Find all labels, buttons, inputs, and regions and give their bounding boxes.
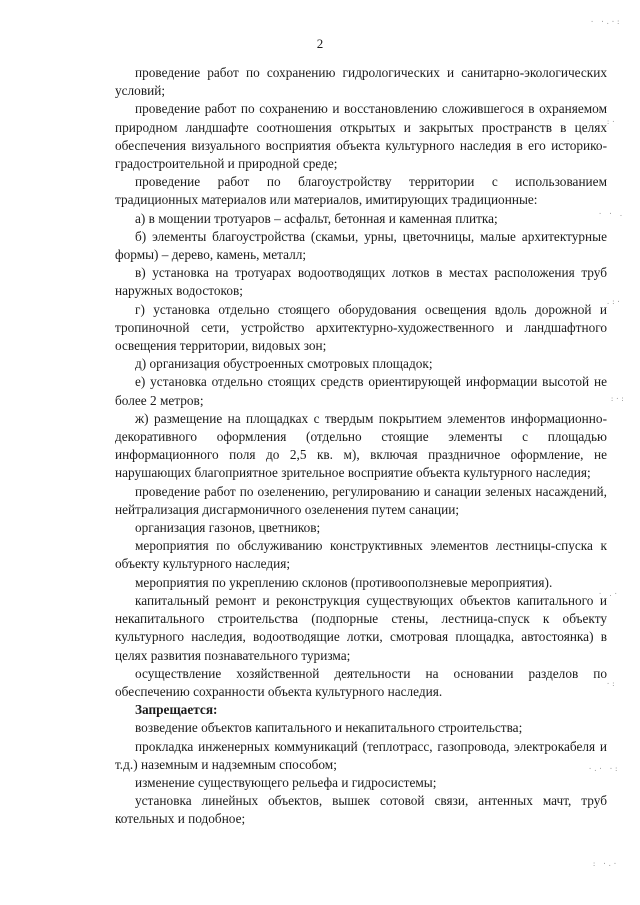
scan-noise: ·.· ·: [588,765,620,773]
paragraph: организация газонов, цветников; [135,520,321,536]
paragraph: проведение работ по сохранению и восстановлению сложившегося в охраняемом природном ландшафте соотношения открытых и закрытых пространств в целях обеспечения визуального восприятия объекта культурного наследия в его историко-градостроительной и природной среде; [115,101,607,172]
prohibited-item: изменение существующего рельефа и гидросистемы; [135,774,437,790]
page-number: 2 [316,36,324,51]
prohibited-item: установка линейных объектов, вышек сотовой связи, антенных мачт, труб котельных и подобное; [115,793,607,827]
scan-noise: ·: [606,680,617,688]
scan-noise: :·: [610,395,626,403]
paragraph: мероприятия по обслуживанию конструктивных элементов лестницы-спуска к объекту культурного наследия; [115,538,607,572]
scan-noise: :· [606,118,617,126]
scan-noise: · .· [598,590,619,598]
list-item: д) организация обустроенных смотровых площадок; [135,356,433,372]
list-item: е) установка отдельно стоящих средств ориентирующей информации высотой не более 2 метров; [115,374,607,408]
list-item: в) установка на тротуарах водоотводящих лотков в местах расположения труб наружных водостоков; [115,265,607,299]
prohibited-item: возведение объектов капитального и некапитального строительства; [135,720,523,736]
document-body [115,64,607,829]
scan-noise: : ·.· [592,860,619,868]
paragraph: проведение работ по благоустройству территории с использованием традиционных материалов или материалов, имитирующих традиционные: [115,174,607,208]
section-heading: Запрещается: [135,702,218,718]
prohibited-item: прокладка инженерных коммуникаций (теплотрасс, газопровода, электрокабеля и т.д.) наземным и надземным способом; [115,738,607,772]
scan-noise: · ·.·: [590,18,622,26]
list-item: ж) размещение на площадках с твердым покрытием элементов информационно-декоративного оформления (отдельно стоящие элементы с площадью информационного поля до 2,5 кв. м), включая праздничное оформление, не нарушающих благоприятное зрительное восприятие объекта культурного наследия; [115,410,607,481]
paragraph: осуществление хозяйственной деятельности на основании разделов по обеспечению сохранности объекта культурного наследия. [115,665,607,699]
scan-noise: .:· [606,298,622,306]
paragraph: мероприятия по укреплению склонов (противооползневые мероприятия). [135,574,553,590]
paragraph: капитальный ремонт и реконструкция существующих объектов капитального и некапитального строительства (подпорные стены, лестница-спуск к объекту культурного наследия, водоотводящие лотки, смотровая площадка, автостоянка) в целях развития познавательного туризма; [115,592,607,663]
list-item: б) элементы благоустройства (скамьи, урны, цветочницы, малые архитектурные формы) – дерево, камень, металл; [115,228,607,263]
list-item: г) установка отдельно стоящего оборудования освещения вдоль дорожной и тропиночной сети, устройство архитектурно-художественного и ландшафтного освещения территории, видовых зон; [115,301,607,354]
list-item: а) в мощении тротуаров – асфальт, бетонная и каменная плитка; [135,210,498,226]
paragraph: проведение работ по сохранению гидрологических и санитарно-экологических условий; [115,65,607,99]
scan-noise: · · . [598,210,625,218]
paragraph: проведение работ по озеленению, регулированию и санации зеленых насаждений, нейтрализация дисгармоничного озеленения путем санации; [115,483,607,517]
